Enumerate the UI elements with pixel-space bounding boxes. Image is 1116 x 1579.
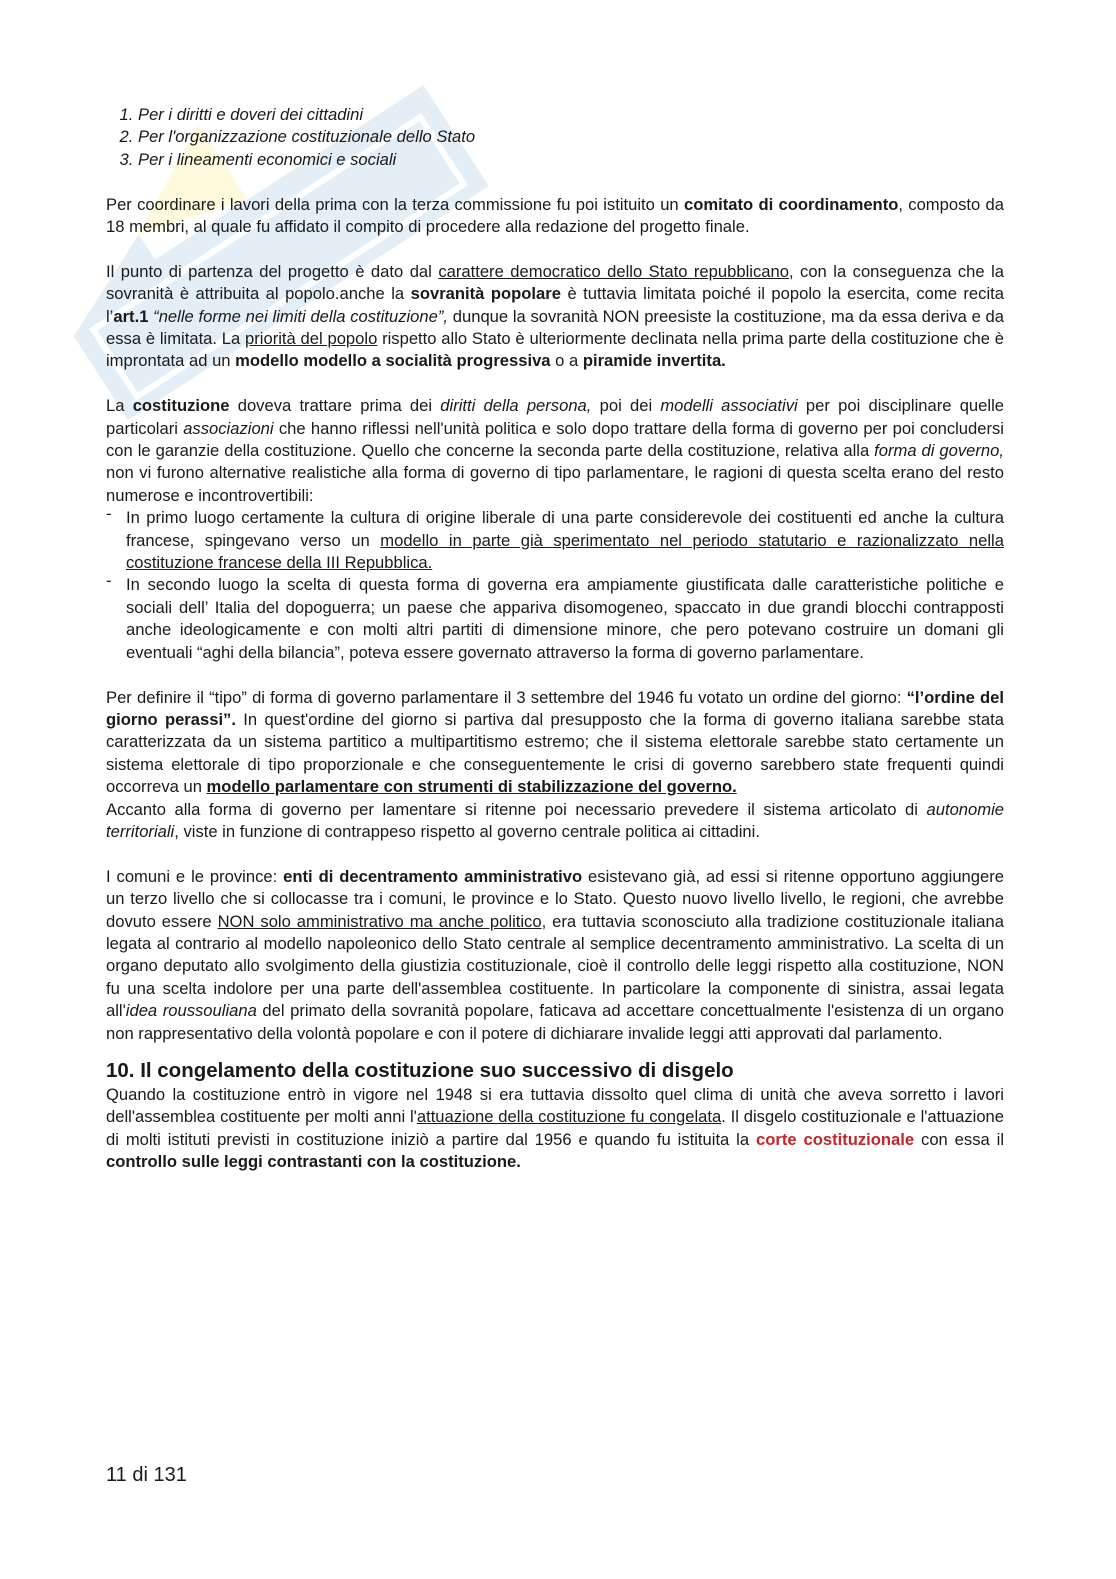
reasons-list bbox=[106, 507, 1004, 664]
paragraph-autonomies: Accanto alla forma di governo per lamentare si ritenne poi necessario prevedere il sistema articolato di autonomie territoriali, viste in funzione di contrappeso rispetto al governo centrale politica ai cittadini. bbox=[106, 799, 1004, 841]
list-item: - In secondo luogo la scelta di questa forma di governa era ampiamente giustificata dalle caratteristiche politiche e sociali dell’ Italia del dopoguerra; un paese che appariva disomogeneo, spaccato in due grandi blocchi contrapposti anche ideologicamente e con molti altri partiti di dimensione minore, che pero potevano costruire un domani gli eventuali “aghi della bilancia”, poteva essere governato attraverso la forma di governo parlamentare. bbox=[106, 574, 1004, 664]
list-item: 1. Per i diritti e doveri dei cittadini bbox=[138, 104, 1004, 126]
commission-list bbox=[106, 104, 1004, 171]
paragraph-freeze: Quando la costituzione entrò in vigore nel 1948 si era tuttavia dissolto quel clima di unità che aveva sorretto i lavori dell'assemblea costituente per molti anni l'attuazione della costituzione fu congelata. Il disgelo costituzionale e l'attuazione di molti istituti previsti in costituzione iniziò a partire dal 1956 e quando fu istituita la corte costituzionale con essa il controllo sulle leggi contrastanti con la costituzione. bbox=[106, 1084, 1005, 1172]
paragraph-regions: I comuni e le province: enti di decentramento amministrativo esistevano già, ad essi si ritenne opportuno aggiungere un terzo livello che si collocasse tra i comuni, le province e lo Stato. Questo nuovo livello livello, le regioni, che avrebbe dovuto essere NON solo amministrativo ma anche politico, era tuttavia sconosciuto alla tradizione costituzionale italiana legata al contrario al modello napoleonico dello Stato centrale al semplice decentramento amministrativo. La scelta di un organo deputato allo svolgimento della giustizia costituzionale, cioè il controllo delle leggi rispetto alla costituzione, NON fu una scelta indolore per una parte dell'assemblea costituente. In particolare la componente di sinistra, assai legata all'idea roussouliana del primato della sovranità popolare, faticava ad accettare concettualmente l'esistenza di un organo non rappresentativo della volontà popolare e con il potere di dichiarare invalide leggi atti approvati dal parlamento. bbox=[106, 866, 1005, 1043]
paragraph-sovereignty: Il punto di partenza del progetto è dato dal carattere democratico dello Stato repubblicano, con la conseguenza che la sovranità è attribuita al popolo.anche la sovranità popolare è tuttavia limitata poiché il popolo la esercita, come recita l’art.1 “nelle forme nei limiti della costituzione”, dunque la sovranità NON preesiste la costituzione, ma da essa deriva e da essa è limitata. La priorità del popolo rispetto allo Stato è ulteriormente declinata nella prima parte della costituzione che è improntata ad un modello modello a socialità progressiva o a piramide invertita. bbox=[106, 261, 1005, 371]
highlighted-term: corte costituzionale bbox=[756, 1129, 915, 1149]
list-item: - In primo luogo certamente la cultura di origine liberale di una parte considerevole dei costituenti ed anche la cultura francese, spingevano verso un modello in parte già sperimentato nel periodo statutario e razionalizzato nella costituzione francese della III Repubblica. bbox=[106, 507, 1004, 574]
page-number: 11 di 131 bbox=[106, 1464, 187, 1486]
paragraph-perassi: Per definire il “tipo” di forma di governo parlamentare il 3 settembre del 1946 fu votato un ordine del giorno: “l’ordine del giorno perassi”. In quest'ordine del giorno si partiva dal presupposto che la forma di governo italiana sarebbe stata caratterizzata da un sistema partitico a multipartitismo estremo; che il sistema elettorale sarebbe stato certamente un sistema elettorale di tipo proporzionale e che conseguentemente le crisi di governo sarebbero state frequenti quindi occorreva un modello parlamentare con strumenti di stabilizzazione del governo. bbox=[106, 687, 1004, 797]
document-page bbox=[106, 104, 1004, 1174]
paragraph-coordination: Per coordinare i lavori della prima con la terza commissione fu poi istituito un comitato di coordinamento, composto da 18 membri, al quale fu affidato il compito di procedere alla redazione del progetto finale. bbox=[106, 194, 1004, 237]
section-heading: 10. Il congelamento della costituzione suo successivo di disgelo bbox=[106, 1058, 734, 1082]
list-item: 3. Per i lineamenti economici e sociali bbox=[138, 149, 1004, 171]
paragraph-constitution-structure: La costituzione doveva trattare prima dei diritti della persona, poi dei modelli associativi per poi disciplinare quelle particolari associazioni che hanno riflessi nell'unità politica e solo dopo trattare della forma di governo per poi concludersi con le garanzie della costituzione. Quello che concerne la seconda parte della costituzione, relativa alla forma di governo, non vi furono alternative realistiche alla forma di governo di tipo parlamentare, le ragioni di questa scelta erano del resto numerose e incontrovertibili: bbox=[106, 396, 1004, 505]
list-item: 2. Per l'organizzazione costituzionale dello Stato bbox=[138, 126, 1004, 148]
